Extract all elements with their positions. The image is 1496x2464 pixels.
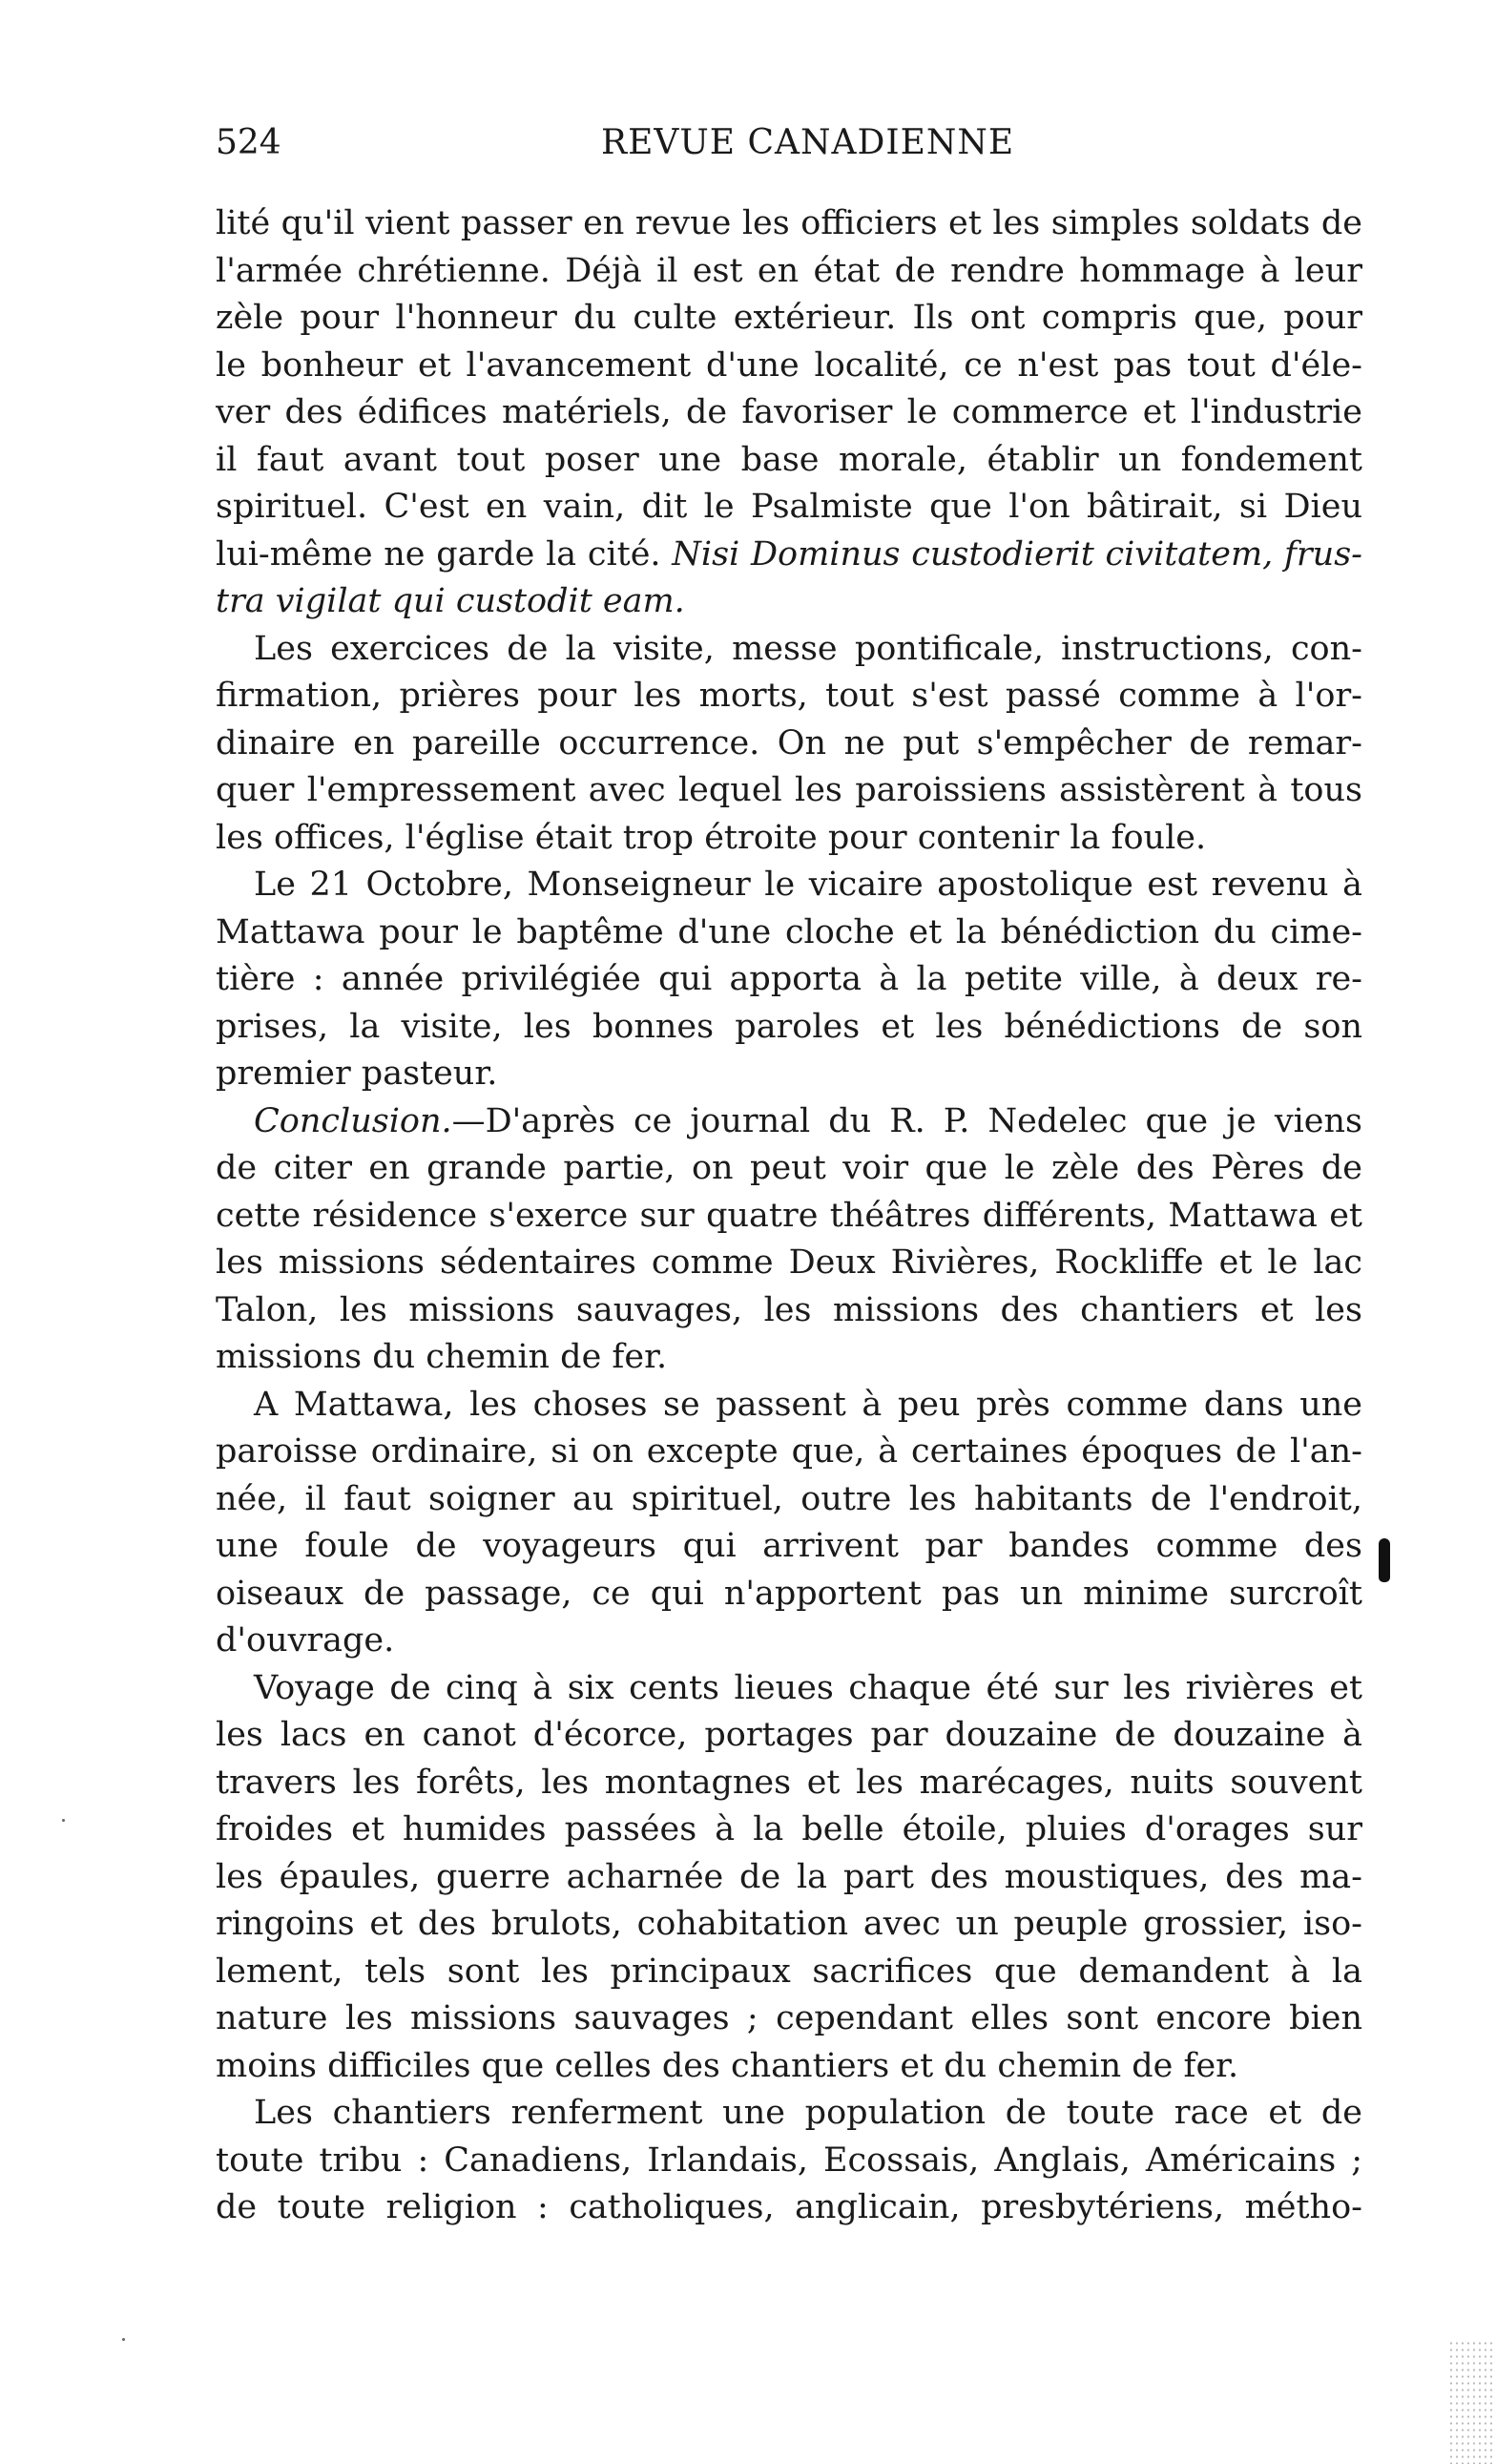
text-line: Le 21 Octobre, Monseigneur le vicaire apostolique est revenu à [254, 866, 1362, 904]
latin-quote: Nisi Dominus custodierit civitatem, frus- [672, 534, 1362, 574]
text-line: quer l'empressement avec lequel les paroissiens assistèrent à tous [216, 771, 1362, 809]
text-line: il faut avant tout poser une base morale, établir un fondement [216, 440, 1362, 479]
line-prefix: lui-même ne garde la cité. [216, 534, 673, 574]
paragraph-5 [216, 1382, 1362, 1665]
paper-speck [62, 1819, 65, 1822]
text-line-conclusion [216, 1098, 1362, 1146]
paragraph-4 [216, 1098, 1362, 1382]
body-text [216, 200, 1362, 2232]
text-line: prises, la visite, les bonnes paroles et les bénédictions de son [216, 1007, 1362, 1046]
text-line: travers les forêts, les montagnes et les marécages, nuits souvent [216, 1763, 1362, 1802]
text-line: les missions sédentaires comme Deux Rivières, Rockliffe et le lac [216, 1243, 1362, 1282]
paragraph-3 [216, 862, 1362, 1098]
text-line: le bonheur et l'avancement d'une localité, ce n'est pas tout d'éle- [216, 345, 1362, 385]
text-line: zèle pour l'honneur du culte extérieur. Ils ont compris que, pour [216, 299, 1362, 337]
scan-edge-noise [1448, 2340, 1496, 2464]
text-line: Les exercices de la visite, messe pontificale, instructions, con- [254, 629, 1362, 668]
text-line: ringoins et des brulots, cohabitation avec un peuple grossier, iso- [216, 1905, 1362, 1943]
page-header [216, 122, 1361, 164]
text-line: ver des édifices matériels, de favoriser le commerce et l'industrie [216, 393, 1362, 431]
text-line: Les chantiers renferment une population de toute race et de [254, 2094, 1362, 2132]
text-line: oiseaux de passage, ce qui n'apportent pas un minime surcroît [216, 1574, 1362, 1613]
paragraph-2 [216, 626, 1362, 863]
text-line: toute tribu : Canadiens, Irlandais, Ecossais, Anglais, Américains ; [216, 2140, 1362, 2180]
text-line: A Mattawa, les choses se passent à peu près comme dans une [254, 1385, 1362, 1424]
text-line-with-latin [216, 532, 1362, 579]
text-line: froides et humides passées à la belle étoile, pluies d'orages sur [216, 1810, 1362, 1848]
text-line: une foule de voyageurs qui arrivent par bandes comme des [216, 1527, 1362, 1565]
text-line: paroisse ordinaire, si on excepte que, à certaines époques de l'an- [216, 1432, 1362, 1471]
text-line: d'ouvrage. [216, 1621, 395, 1660]
line-rest: —D'après ce journal du R. P. Nedelec que je viens [451, 1101, 1362, 1140]
text-line: cette résidence s'exerce sur quatre théâtres différents, Mattawa et [216, 1196, 1362, 1235]
text-line: tière : année privilégiée qui apporta à la petite ville, à deux re- [216, 960, 1362, 998]
page-number: 524 [216, 123, 281, 162]
text-line: née, il faut soigner au spirituel, outre les habitants de l'endroit, [216, 1479, 1362, 1518]
text-line: de toute religion : catholiques, anglicain, presbytériens, métho- [216, 2188, 1362, 2226]
text-line: lité qu'il vient passer en revue les officiers et les simples soldats de [216, 204, 1362, 242]
text-line: les offices, l'église était trop étroite pour contenir la foule. [216, 818, 1207, 857]
paragraph-7 [216, 2090, 1362, 2232]
text-line: Voyage de cinq à six cents lieues chaque été sur les rivières et [254, 1668, 1362, 1707]
text-line: Mattawa pour le baptême d'une cloche et la bénédiction du cime- [216, 912, 1362, 951]
paragraph-6 [216, 1665, 1362, 2091]
text-line: moins difficiles que celles des chantiers et du chemin de fer. [216, 2046, 1239, 2085]
text-line: nature les missions sauvages ; cependant elles sont encore bien [216, 1999, 1362, 2037]
text-line: missions du chemin de fer. [216, 1338, 668, 1376]
text-line: premier pasteur. [216, 1055, 498, 1093]
text-line: les lacs en canot d'écorce, portages par douzaine de douzaine à [216, 1716, 1362, 1754]
text-line: dinaire en pareille occurrence. On ne put s'empêcher de remar- [216, 723, 1362, 762]
text-line: lement, tels sont les principaux sacrifices que demandent à la [216, 1952, 1362, 1991]
text-line: de citer en grande partie, on peut voir que le zèle des Pères de [216, 1149, 1362, 1187]
text-line: Talon, les missions sauvages, les missions des chantiers et les [216, 1290, 1362, 1329]
text-line: firmation, prières pour les morts, tout s'est passé comme à l'or- [216, 677, 1362, 715]
text-line: les épaules, guerre acharnée de la part des moustiques, des ma- [216, 1857, 1362, 1896]
ink-blot-mark [1379, 1538, 1390, 1582]
section-lead: Conclusion. [254, 1101, 452, 1140]
running-title: REVUE CANADIENNE [601, 123, 1015, 162]
paper-speck [122, 2338, 125, 2341]
paragraph-1 [216, 200, 1362, 626]
text-line: spirituel. C'est en vain, dit le Psalmiste que l'on bâtirait, si Dieu [216, 488, 1362, 526]
text-line: l'armée chrétienne. Déjà il est en état de rendre hommage à leur [216, 251, 1362, 290]
latin-quote-end: tra vigilat qui custodit eam. [216, 582, 685, 620]
